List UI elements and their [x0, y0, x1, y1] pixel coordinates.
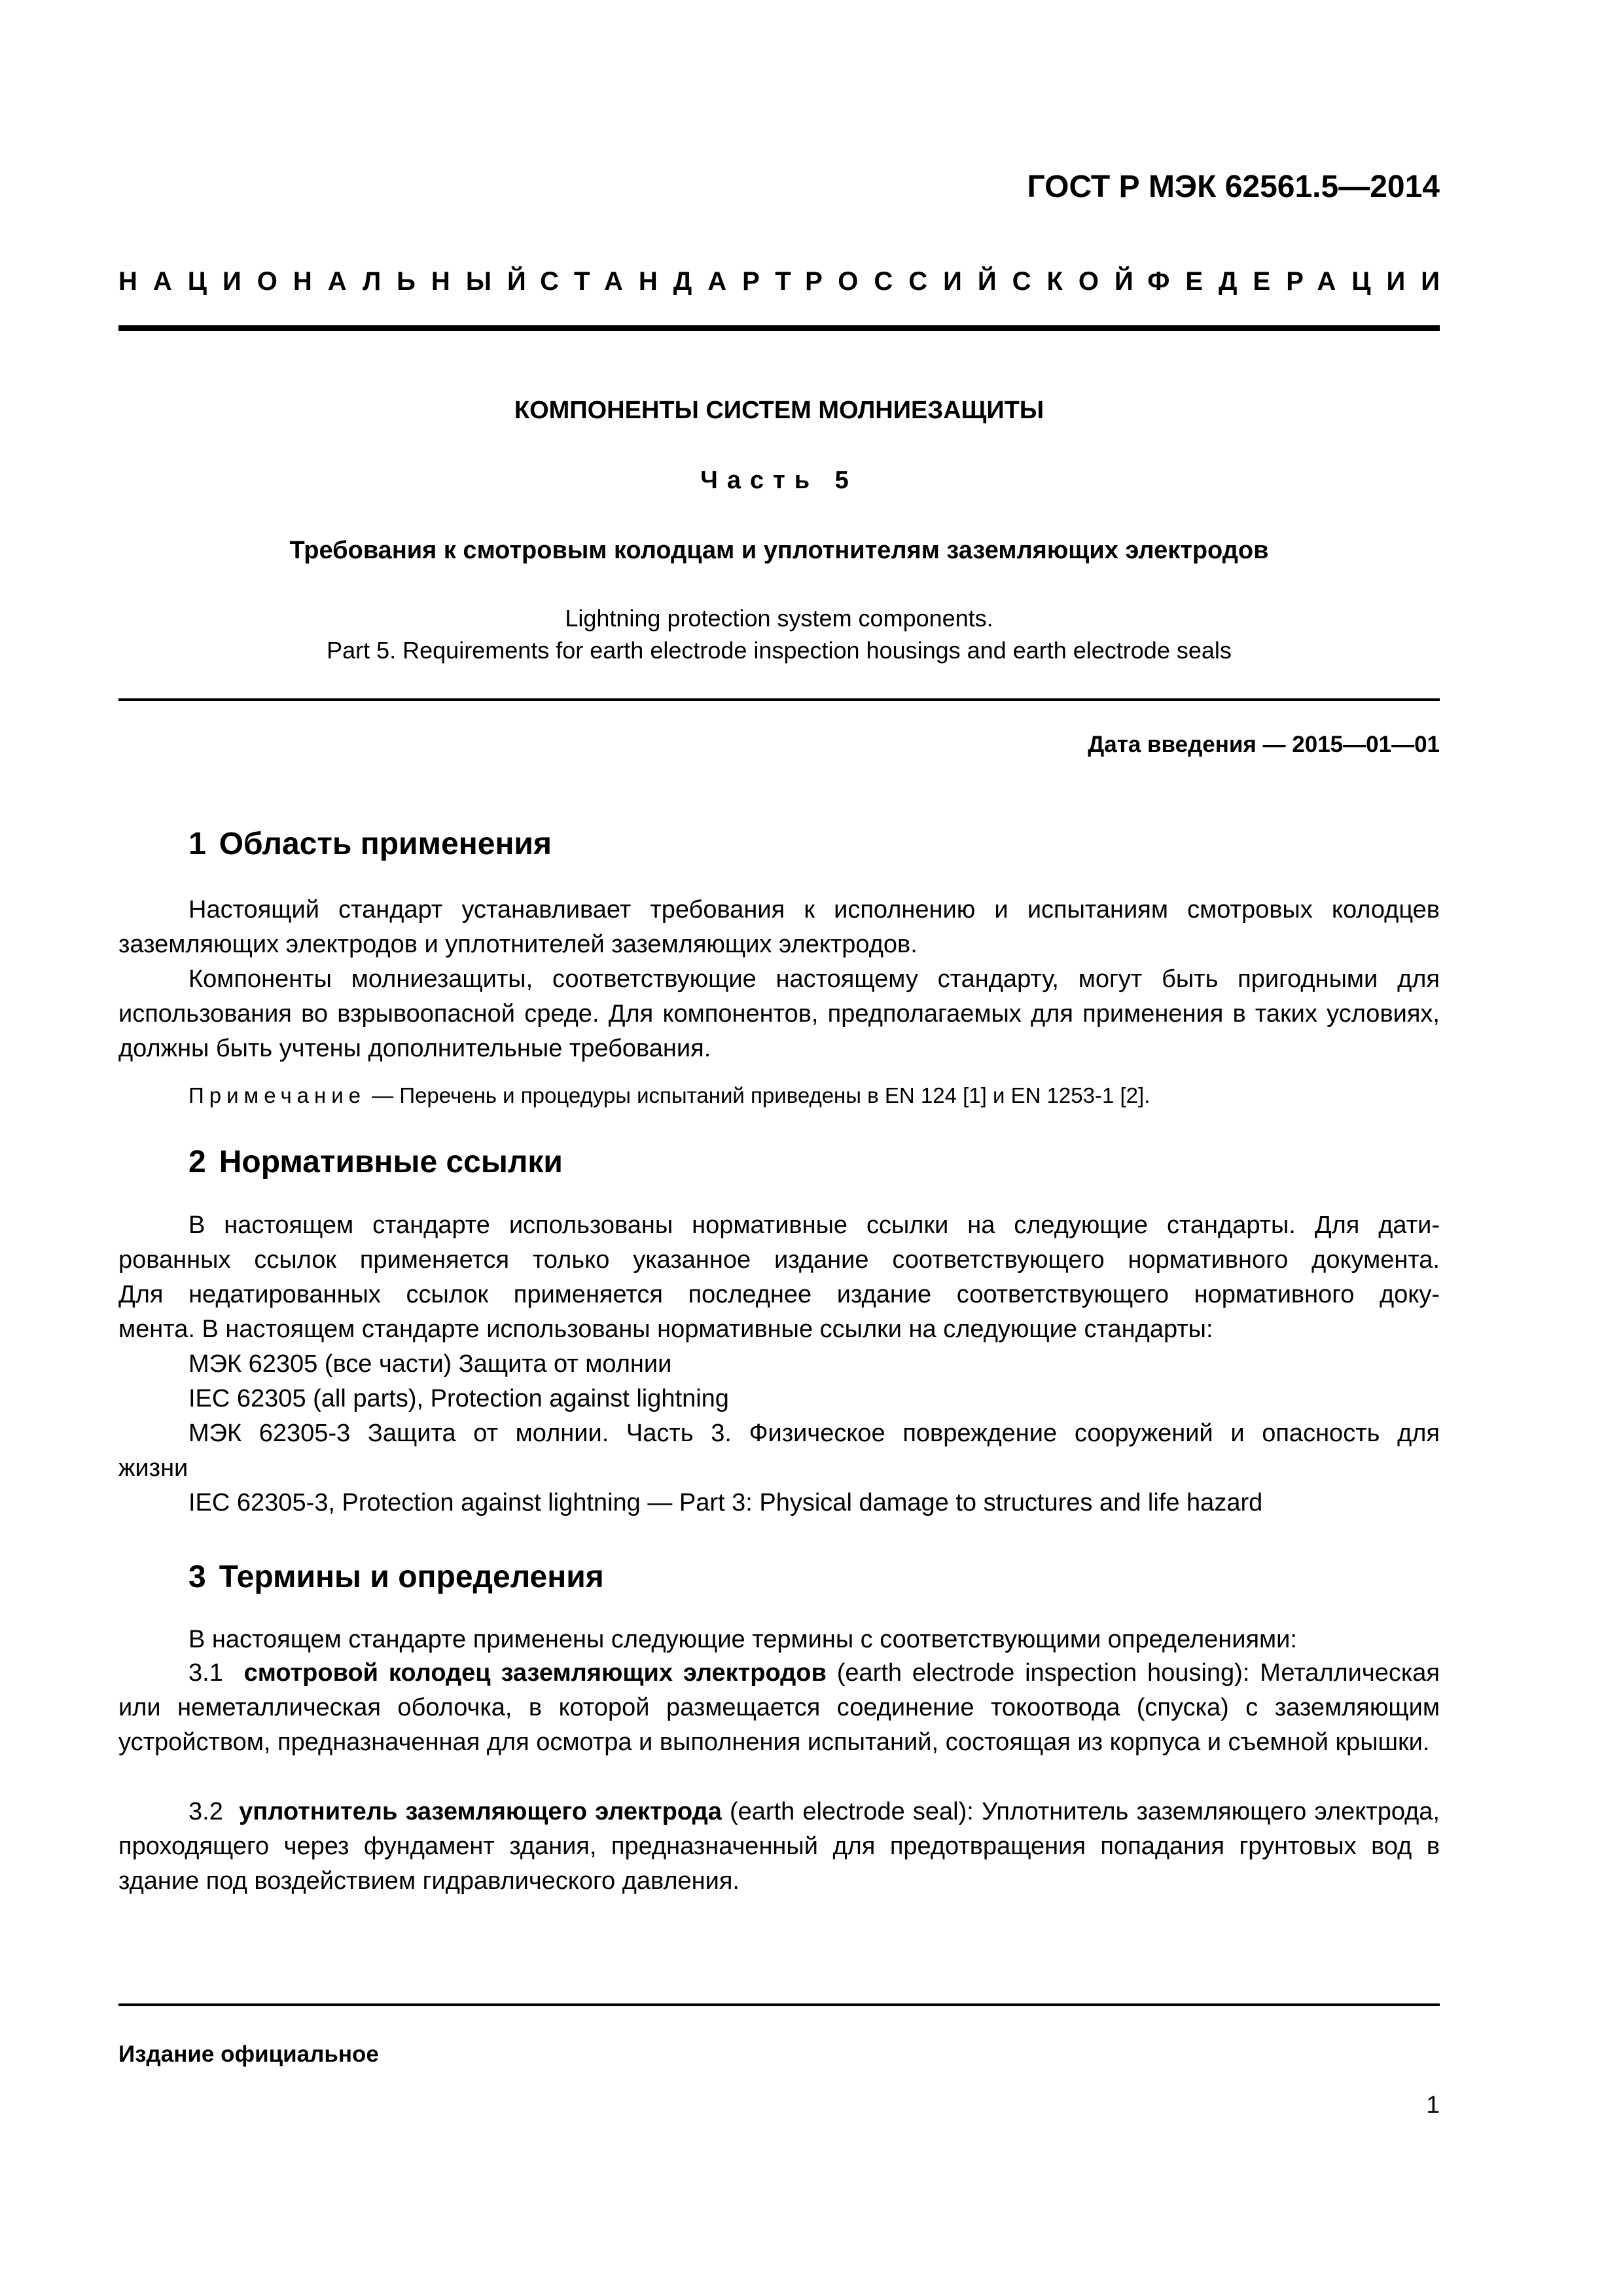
- term-definition-text: Уплотнитель заземляющего электрода, проходящего через фундамент здания, предназначенный для предотвращения попадания грунтовых вод в здание под воздействием гидравлического давления.: [118, 1798, 1440, 1895]
- term-definition-text: Металлическая или неметаллическая оболочка, в которой размещается соединение токоотвода (спуска) с заземляющим устройством, предназначенная для осмотра и выполнения испытаний, состоящая из корпуса и съемной крышки.: [118, 1659, 1440, 1756]
- national-standard-word: РОССИЙСКОЙ: [805, 267, 1149, 296]
- section-title: Нормативные ссылки: [219, 1145, 563, 1179]
- section-heading-3: [188, 1559, 604, 1595]
- normative-reference: IEC 62305-3, Protection against lightning — Part 3: Physical damage to structures and life hazard: [188, 1489, 1263, 1516]
- section-title: Термины и определения: [219, 1560, 604, 1594]
- term-english: (earth electrode inspection housing):: [826, 1659, 1250, 1687]
- section-number: 3: [188, 1560, 206, 1594]
- title-divider: [118, 698, 1440, 701]
- term-number: 3.2: [188, 1798, 223, 1825]
- page-number: 1: [1426, 2091, 1440, 2118]
- gost-number: ГОСТ Р МЭК 62561.5—2014: [1027, 170, 1440, 204]
- english-title-line: Lightning protection system components.: [565, 605, 993, 632]
- paragraph-line: мента. В настоящем стандарте использованы нормативные ссылки на следующие стандарты:: [118, 1316, 1213, 1343]
- term-definition: [118, 1795, 1440, 1899]
- header-divider: [118, 325, 1440, 331]
- term: смотровой колодец заземляющих электродов: [243, 1659, 827, 1687]
- paragraph-line: рованных ссылок применяется только указанное издание соответствующего нормативного документа.: [118, 1246, 1440, 1274]
- note: [188, 1083, 1150, 1108]
- term: уплотнитель заземляющего электрода: [239, 1798, 722, 1825]
- section-number: 1: [188, 827, 206, 861]
- note-label: Примечание: [188, 1083, 366, 1107]
- normative-reference: IEC 62305 (all parts), Protection against lightning: [188, 1385, 729, 1412]
- part-label: Часть 5: [700, 467, 858, 494]
- introduction-date: Дата введения — 2015—01—01: [1088, 732, 1440, 757]
- normative-reference: жизни: [118, 1454, 188, 1482]
- normative-reference: МЭК 62305-3 Защита от молнии. Часть 3. Физическое повреждение сооружений и опасность для: [188, 1420, 1440, 1447]
- note-text: — Перечень и процедуры испытаний приведены в EN 124 [1] и EN 1253-1 [2].: [366, 1083, 1150, 1107]
- section-heading-1: [188, 826, 552, 862]
- official-edition-label: Издание официальное: [118, 2041, 379, 2067]
- english-title-line: Part 5. Requirements for earth electrode inspection housings and earth electrode seals: [327, 637, 1232, 664]
- footer-divider: [118, 2003, 1440, 2006]
- national-standard-word: НАЦИОНАЛЬНЫЙ: [118, 267, 542, 296]
- paragraph: Настоящий стандарт устанавливает требования к исполнению и испытаниям смотровых колодцев заземляющих электродов и уплотнителей заземляющих электродов.: [118, 896, 1440, 958]
- national-standard-word: ФЕДЕРАЦИИ: [1147, 267, 1455, 296]
- document-subtitle: Требования к смотровым колодцам и уплотнителям заземляющих электродов: [289, 537, 1269, 564]
- normative-reference: МЭК 62305 (все части) Защита от молнии: [188, 1350, 672, 1378]
- paragraph: Компоненты молниезащиты, соответствующие настоящему стандарту, могут быть пригодными для использования во взрывоопасной среде. Для компонентов, предполагаемых для применения в таких условиях, должны быть учтены дополнительные требования.: [118, 965, 1440, 1062]
- section-heading-2: [188, 1144, 563, 1180]
- document-title: КОМПОНЕНТЫ СИСТЕМ МОЛНИЕЗАЩИТЫ: [514, 397, 1044, 424]
- paragraph-line: Для недатированных ссылок применяется последнее издание соответствующего нормативного доку-: [118, 1281, 1440, 1308]
- term-definition: [118, 1656, 1440, 1760]
- section-number: 2: [188, 1145, 206, 1179]
- english-title: [118, 602, 1440, 666]
- section-title: Область применения: [219, 827, 552, 861]
- national-standard-heading: [118, 267, 1455, 296]
- national-standard-word: СТАНДАРТ: [540, 267, 807, 296]
- terms-intro: В настоящем стандарте применены следующие термины с соответствующими определениями:: [188, 1626, 1297, 1653]
- term-english: (earth electrode seal):: [721, 1798, 974, 1825]
- term-number: 3.1: [188, 1659, 223, 1687]
- paragraph-line: В настоящем стандарте использованы нормативные ссылки на следующие стандарты. Для дати-: [188, 1211, 1440, 1239]
